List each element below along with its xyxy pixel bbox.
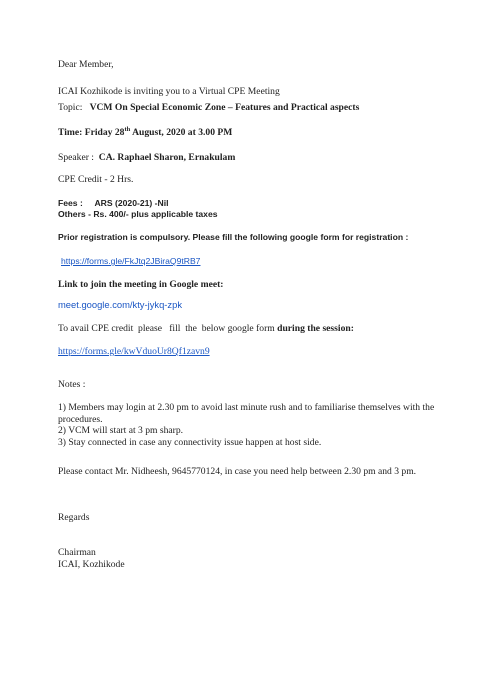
speaker-label: Speaker :	[58, 152, 94, 163]
signatory-title: Chairman	[58, 547, 96, 558]
registration-form-link[interactable]: https://forms.gle/FkJtq2JBiraQ9tRB7	[61, 256, 201, 266]
speaker-value: CA. Raphael Sharon, Ernakulam	[98, 152, 236, 163]
note-1: 1) Members may login at 2.30 pm to avoid last minute rush and to familiarise themselves with the procedures.	[58, 402, 435, 425]
topic-label: Topic:	[58, 102, 83, 113]
time-ordinal: th	[124, 126, 131, 133]
regards: Regards	[58, 512, 90, 523]
topic-line	[58, 102, 452, 114]
others-fees-line: Others - Rs. 400/- plus applicable taxes	[58, 209, 218, 219]
cpe-credit: CPE Credit - 2 Hrs.	[58, 174, 134, 185]
avail-text: To avail CPE credit please fill the below google form	[58, 323, 275, 334]
intro-line: ICAI Kozhikode is inviting you to a Virtual CPE Meeting	[58, 86, 280, 97]
signatory-org: ICAI, Kozhikode	[58, 559, 125, 570]
note-3: 3) Stay connected in case any connectivity issue happen at host side.	[58, 437, 322, 448]
contact-note: Please contact Mr. Nidheesh, 9645770124, in case you need help between 2.30 pm and 3 pm.	[58, 466, 417, 477]
greeting: Dear Member,	[58, 59, 114, 70]
note-2: 2) VCM will start at 3 pm sharp.	[58, 425, 184, 436]
avail-credit-line	[58, 323, 452, 335]
topic-value: VCM On Special Economic Zone – Features and Practical aspects	[89, 102, 360, 113]
time-prefix: Time: Friday 28	[58, 127, 125, 138]
meet-heading: Link to join the meeting in Google meet:	[58, 279, 224, 290]
google-meet-link[interactable]: meet.google.com/kty-jykq-zpk	[58, 299, 183, 310]
session-form-link[interactable]: https://forms.gle/kwVduoUr8Qf1zavn9	[58, 346, 210, 357]
notes-heading: Notes :	[58, 379, 86, 390]
fees-line: Fees : ARS (2020-21) -Nil	[58, 198, 169, 208]
time-line	[58, 127, 452, 139]
speaker-line	[58, 152, 452, 164]
prior-registration-note: Prior registration is compulsory. Please fill the following google form for registration :	[58, 232, 409, 242]
avail-bold-text: during the session:	[274, 323, 354, 334]
time-rest: August, 2020 at 3.00 PM	[130, 127, 233, 138]
